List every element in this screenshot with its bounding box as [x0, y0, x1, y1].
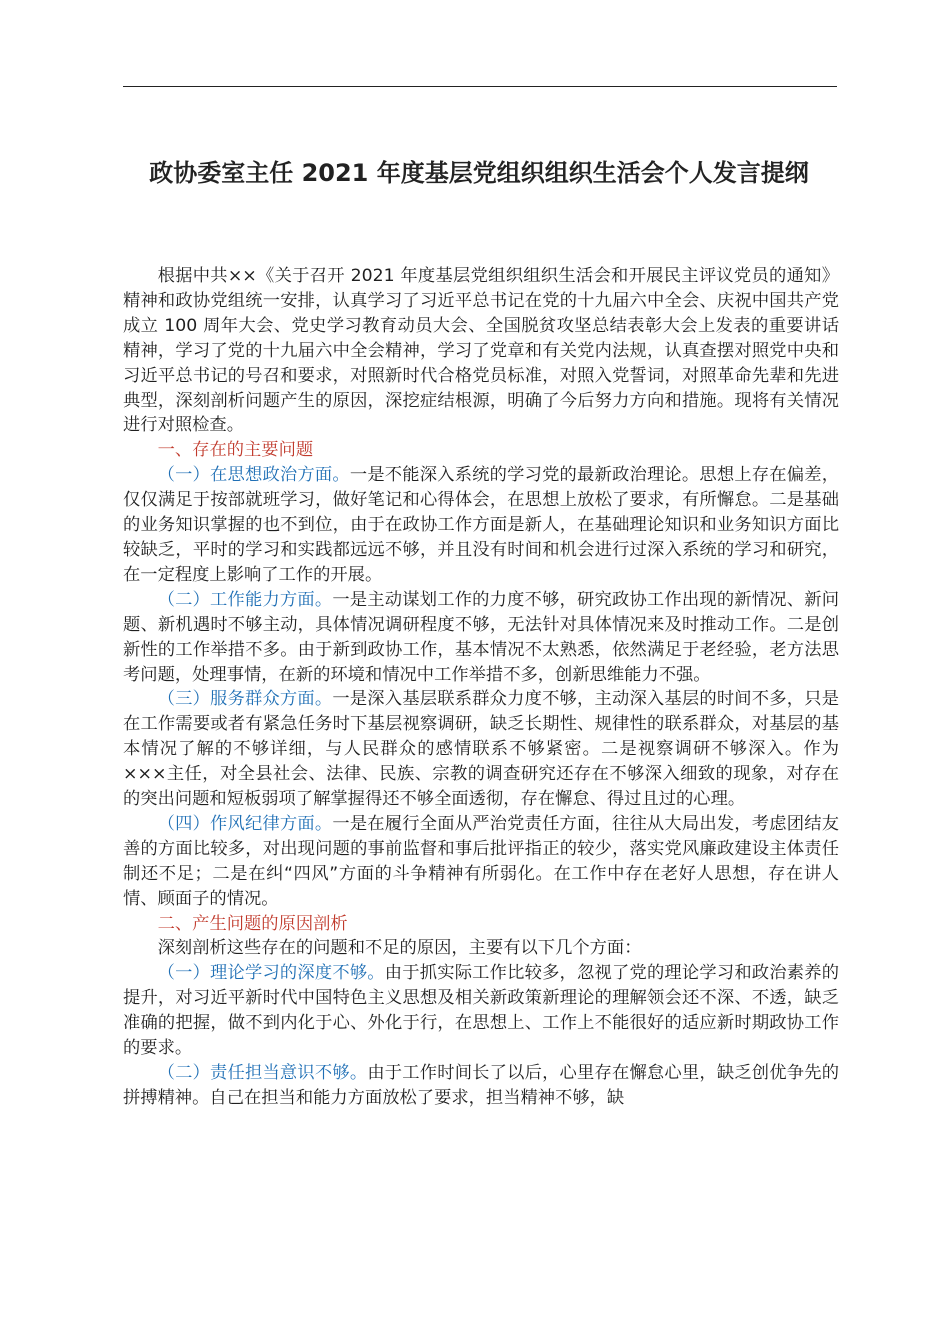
subheading: （一）理论学习的深度不够。 [157, 963, 385, 984]
intro-paragraph: 根据中共××《关于召开 2021 年度基层党组织组织生活会和开展民主评议党员的通知》精神和政协党组统一安排，认真学习了习近平总书记在党的十九届六中全会、庆祝中国共产党成立 100 周年大会、党史学习教育动员大会、全国脱贫攻坚总结表彰大会上发表的重要讲话精神，学习了党的十九届六中全会精神，学习了党章和有关党内法规，认真查摆对照党中央和习近平总书记的号召和要求，对照新时代合格党员标准，对照入党誓词，对照革命先辈和先进典型，深刻剖析问题产生的原因，深挖症结根源，明确了今后努力方向和措施。现将有关情况进行对照检查。 [123, 266, 839, 436]
paragraph-text: 由于抓实际工作比较多，忽视了党的理论学习和政治素养的提升，对习近平新时代中国特色主义思想及相关新政策新理论的理解领会还不深、不透，缺乏准确的把握，做不到内化于心、外化于行，在思想上、工作上不能很好的适应新时期政协工作的要求。 [123, 963, 839, 1059]
subheading: （二）工作能力方面。 [157, 589, 333, 610]
subheading: （二）责任担当意识不够。 [157, 1063, 368, 1083]
subheading: （三）服务群众方面。 [157, 689, 333, 710]
section-heading-2: 二、产生问题的原因剖析 [157, 913, 348, 934]
subheading: （四）作风纪律方面。 [157, 813, 333, 834]
paragraph-1-4 [123, 812, 839, 912]
paragraph-text: 一是主动谋划工作的力度不够，研究政协工作出现的新情况、新问题、新机遇时不够主动，具体情况调研程度不够，无法针对具体情况来及时推动工作。二是创新性的工作举措不多。由于新到政协工作，基本情况不太熟悉，依然满足于老经验，老方法思考问题，处理事情，在新的环境和情况中工作举措不多，创新思维能力不强。 [123, 589, 839, 685]
paragraph-2-2 [123, 1061, 839, 1111]
paragraph-2-1 [123, 961, 839, 1061]
section-heading-1: 一、存在的主要问题 [157, 440, 314, 461]
paragraph-1-1 [123, 463, 839, 588]
document-body [123, 264, 839, 1111]
paragraph-1-3 [123, 687, 839, 812]
paragraph-text: 一是深入基层联系群众力度不够，主动深入基层的时间不多，只是在工作需要或者有紧急任务时下基层视察调研，缺乏长期性、规律性的联系群众，对基层的基本情况了解的不够详细，与人民群众的感情联系不够紧密。二是视察调研不够深入。作为×××主任，对全县社会、法律、民族、宗教的调查研究还存在不够深入细致的现象，对存在的突出问题和短板弱项了解掌握得还不够全面透彻，存在懈怠、得过且过的心理。 [123, 689, 839, 810]
paragraph-text: 一是不能深入系统的学习党的最新政治理论。思想上存在偏差，仅仅满足于按部就班学习，做好笔记和心得体会，在思想上放松了要求，有所懈怠。二是基础的业务知识掌握的也不到位，由于在政协工作方面是新人，在基础理论知识和业务知识方面比较缺乏，平时的学习和实践都远远不够，并且没有时间和机会进行过深入系统的学习和研究，在一定程度上影响了工作的开展。 [123, 465, 839, 585]
paragraph-1-2 [123, 588, 839, 688]
paragraph-text: 一是在履行全面从严治党责任方面，往往从大局出发，考虑团结友善的方面比较多，对出现问题的事前监督和事后批评指正的较少，落实党风廉政建设主体责任制还不足；二是在纠“四风”方面的斗争精神有所弱化。在工作中存在老好人思想，存在讲人情、顾面子的情况。 [123, 813, 839, 909]
subheading: （一）在思想政治方面。 [157, 465, 350, 486]
paragraph-text: 由于工作时间长了以后，心里存在懈怠心里，缺乏创优争先的拼搏精神。自己在担当和能力方面放松了要求，担当精神不够，缺 [123, 1063, 839, 1108]
section-2-intro: 深刻剖析这些存在的问题和不足的原因，主要有以下几个方面： [157, 938, 642, 959]
header-rule [123, 86, 837, 87]
document-title: 政协委室主任 2021 年度基层党组织组织生活会个人发言提纲 [149, 159, 809, 187]
